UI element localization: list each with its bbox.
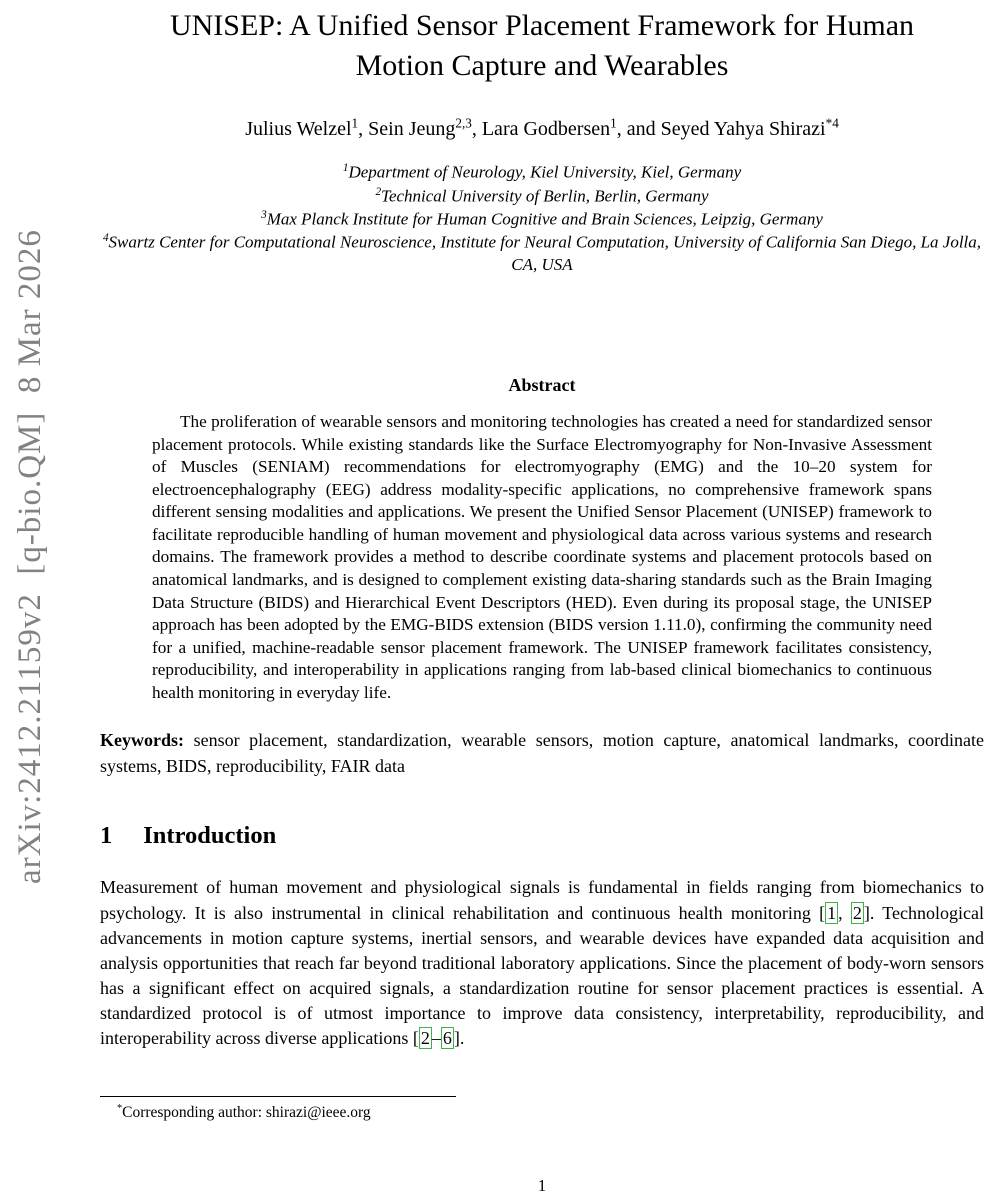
affiliation-line	[100, 208, 984, 231]
affiliations-block	[100, 161, 984, 276]
author-name: Lara Godbersen	[481, 118, 611, 141]
keywords-text: sensor placement, standardization, wearable sensors, motion capture, anatomical landmarks, coordinate systems, BIDS, reproducibility, FAIR data	[100, 730, 984, 777]
author	[245, 115, 369, 141]
title-line-1: UNISEP: A Unified Sensor Placement Framework for Human	[169, 9, 915, 42]
affiliation-line	[100, 231, 984, 277]
footnote-marker: *	[117, 1103, 123, 1114]
citation-link[interactable]: 2	[852, 902, 862, 923]
author-name: Sein Jeung	[368, 118, 456, 141]
author-separator: ,	[358, 118, 369, 141]
paragraph-text: –	[431, 1028, 441, 1049]
author-separator: ,	[471, 118, 482, 141]
author-affiliation-sup: 1	[610, 115, 617, 131]
author-affiliation-sup: 1	[351, 115, 359, 131]
author-affiliation-sup: 2,3	[455, 115, 472, 131]
affiliation-text: Technical University of Berlin, Berlin, Germany	[381, 186, 709, 206]
paragraph-text: Measurement of human movement and physiological signals is fundamental in fields ranging from biomechanics to psychology. It is also instrumental in clinical rehabilitation and continuous health monitoring [	[100, 877, 984, 923]
footnote-rule	[100, 1096, 456, 1097]
affiliation-text: Department of Neurology, Kiel University, Kiel, Germany	[348, 163, 742, 183]
page-number: 1	[537, 1176, 547, 1195]
paper-content	[100, 0, 984, 1052]
author	[660, 115, 839, 141]
affiliation-sup: 3	[261, 208, 267, 221]
author-name: Seyed Yahya Shirazi	[660, 118, 826, 141]
citation-link[interactable]: 1	[827, 902, 837, 923]
authors-line	[100, 116, 984, 142]
author-affiliation-sup: *4	[825, 115, 839, 131]
introduction-paragraph	[100, 875, 984, 1051]
author	[368, 115, 482, 141]
keywords-block	[100, 727, 984, 779]
affiliation-sup: 2	[375, 185, 382, 198]
paper-title	[100, 0, 984, 86]
affiliation-sup: 4	[102, 231, 109, 244]
paragraph-text: ]. Technological advancements in motion capture systems, inertial sensors, and wearable devices have expanded data acquisition and analysis opportunities that reach far beyond traditional laboratory applications. Since the placement of body-worn sensors has a significant effect on acquired signals, a standardization routine for sensor placement practices is essential. A standardized protocol is of utmost importance to improve data consistency, interpretability, reproducibility, and interoperability across diverse applications [	[100, 902, 985, 1049]
abstract-section	[100, 375, 984, 704]
paragraph-text: ,	[838, 902, 851, 923]
author-separator: , and	[616, 118, 661, 141]
section-heading-introduction	[100, 822, 984, 850]
keywords-label: Keywords:	[100, 730, 184, 751]
arxiv-watermark: arXiv:2412.21159v2 [q-bio.QM] 8 Mar 2026	[12, 229, 48, 884]
section-title: Introduction	[143, 822, 277, 850]
footnote-text: Corresponding author: shirazi@ieee.org	[122, 1104, 371, 1122]
abstract-text: The proliferation of wearable sensors and monitoring technologies has created a need for standardized sensor placement protocols. While existing standards like the Surface Electromyography for Non-Invasive Assessment of Muscles (SENIAM) recommendations for electromyography (EMG) and the 10–20 system for electroencephalography (EEG) address modality-specific applications, no comprehensive framework spans different sensing modalities and applications. We present the Unified Sensor Placement (UNISEP) framework to facilitate reproducible handling of human movement and physiological data across various systems and research domains. The framework provides a method to describe coordinate systems and placement protocols based on anatomical landmarks, and is designed to complement existing data-sharing standards such as the Brain Imaging Data Structure (BIDS) and Hierarchical Event Descriptors (HED). Even during its proposal stage, the UNISEP approach has been adopted by the EMG-BIDS extension (BIDS version 1.11.0), confirming the community need for a unified, machine-readable sensor placement framework. The UNISEP framework facilitates consistency, reproducibility, and interoperability in applications ranging from lab-based clinical biomechanics to continuous health monitoring in everyday life.	[152, 412, 932, 702]
citation-link[interactable]: 2	[420, 1028, 430, 1049]
title-line-2: Motion Capture and Wearables	[355, 48, 729, 82]
author	[481, 115, 661, 141]
affiliation-text: Swartz Center for Computational Neuroscience, Institute for Neural Computation, University of California San Diego, La Jolla, CA, USA	[108, 232, 982, 274]
author-name: Julius Welzel	[245, 118, 352, 141]
affiliation-line	[100, 185, 984, 208]
abstract-heading: Abstract	[508, 375, 576, 396]
affiliation-sup: 1	[342, 162, 349, 175]
affiliation-line	[100, 161, 984, 184]
citation-link[interactable]: 6	[442, 1028, 452, 1049]
footnote-block	[100, 1096, 984, 1122]
paragraph-text: ].	[453, 1028, 465, 1049]
affiliation-text: Max Planck Institute for Human Cognitive and Brain Sciences, Leipzig, Germany	[266, 209, 823, 229]
footnote-line	[100, 1103, 984, 1122]
section-number: 1	[100, 822, 113, 850]
